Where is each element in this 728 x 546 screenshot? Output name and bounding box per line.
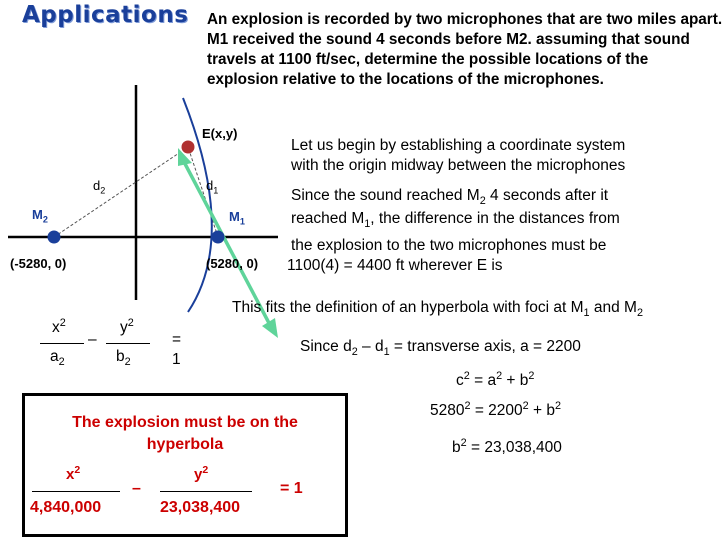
conclusion-line-2: hyperbola <box>146 436 224 453</box>
conclusion-fraction-bar-2 <box>160 491 252 492</box>
explanation-line-5: the explosion to the two microphones must be <box>291 237 607 254</box>
m2-label: $M_2$ <box>32 207 48 225</box>
generic-a-term: $a_2$ <box>50 348 65 369</box>
step-transverse-axis: Since $d_2 - d_1$ = transverse axis, a = 2200 <box>300 338 581 359</box>
explanation-line-6: 1100(4) = 4400 ft wherever E is <box>287 257 503 274</box>
explanation-line-2: with the origin midway between the microphones <box>291 157 626 174</box>
e-point <box>182 141 195 154</box>
step-substitution: $5280^2 = 2200^2 + b^2$ <box>430 399 562 419</box>
generic-equals: = 1 <box>172 331 182 368</box>
m2-point <box>48 231 61 244</box>
problem-statement: An explosion is recorded by two microphones that are two miles apart. M1 received the sound 4 seconds before M2. assuming that sound travels at 1100 ft/sec, determine the possible locations of the explosion relative to the locations of the microphones. <box>207 11 723 88</box>
step-c-relation: $c^2 = a^2 + b^2$ <box>456 369 535 389</box>
m1-label: $M_1$ <box>229 209 245 227</box>
generic-x-term: $x^2$ <box>52 316 66 336</box>
explanation-line-1: Let us begin by establishing a coordinate system <box>291 137 626 154</box>
d2-line <box>54 147 188 237</box>
conclusion-y-term: $y^2$ <box>194 464 209 483</box>
conclusion-denominator-2: 23,038,400 <box>160 499 241 516</box>
generic-b-term: $b_2$ <box>116 348 131 369</box>
step-b-squared: $b^2 = 23,038,400$ <box>452 436 562 456</box>
e-point-label: E(x,y) <box>202 126 238 141</box>
m1-point <box>212 231 225 244</box>
m2-coordinate: (-5280, 0) <box>10 256 67 271</box>
slide-title: Applications <box>22 2 189 28</box>
hyperbola-definition: This fits the definition of an hyperbola with foci at $M_1$ and $M_2$ <box>232 299 643 320</box>
conclusion-fraction-bar-1 <box>32 491 120 492</box>
conclusion-line-1: The explosion must be on the <box>72 414 298 431</box>
explanation-line-4: reached $M_1$, the difference in the distances from <box>291 210 620 231</box>
generic-y-term: $y^2$ <box>120 316 134 336</box>
explanation-line-3: Since the sound reached $M_2$ 4 seconds after it <box>291 187 609 208</box>
generic-minus: – <box>88 331 97 348</box>
d2-label: $d_2$ <box>93 178 106 196</box>
arrow-head-bottom <box>262 318 278 338</box>
conclusion-equals: = 1 <box>280 480 303 497</box>
conclusion-x-term: $x^2$ <box>66 464 81 483</box>
generic-fraction-bar-2 <box>106 343 150 344</box>
m1-coordinate: (5280, 0) <box>206 256 259 271</box>
generic-fraction-bar-1 <box>40 343 84 344</box>
conclusion-denominator-1: 4,840,000 <box>30 499 102 516</box>
d1-label: $d_1$ <box>206 178 219 196</box>
conclusion-minus: – <box>132 480 141 497</box>
